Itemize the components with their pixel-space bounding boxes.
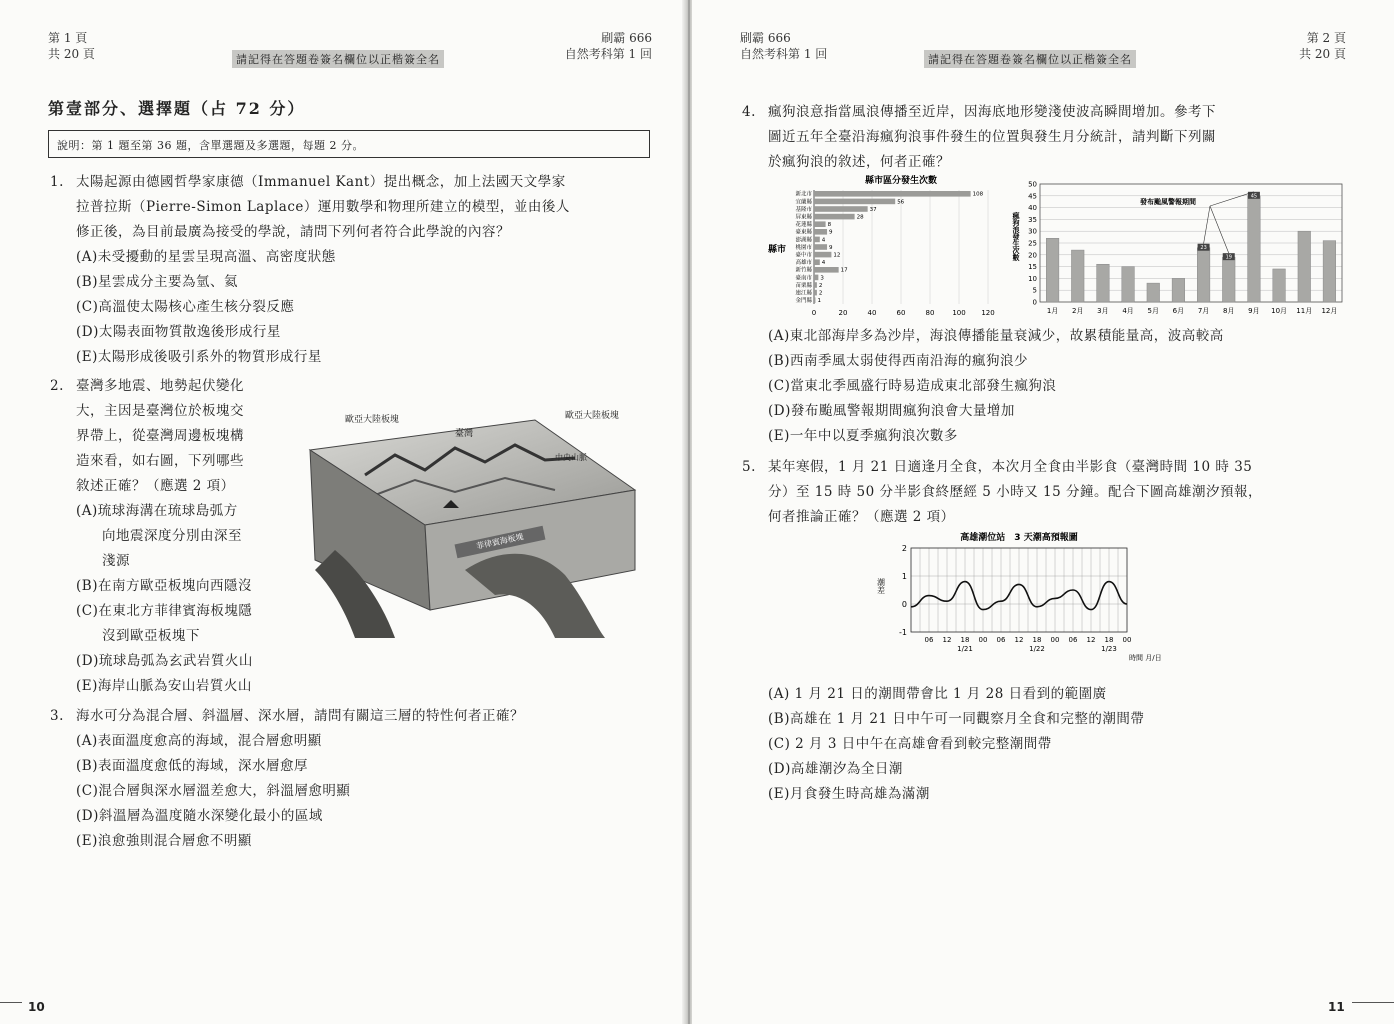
bar xyxy=(814,290,817,296)
annotation-label: 發布颱風警報期間 xyxy=(1140,198,1196,206)
option-a-cont: 淺源 xyxy=(102,553,130,569)
option-c-cont: 沒到歐亞板塊下 xyxy=(102,628,200,644)
x-tick-label: 1月 xyxy=(1046,307,1059,315)
x-tick-label: 6月 xyxy=(1172,307,1185,315)
question-1 xyxy=(50,170,676,370)
x-tick-label: 18 xyxy=(1032,636,1042,644)
bar xyxy=(814,221,826,227)
plate-label-left: 歐亞大陸板塊 xyxy=(345,415,400,425)
question-5 xyxy=(742,455,1368,530)
option-a[interactable]: (A)表面溫度愈高的海域，混合層愈明顯 xyxy=(76,733,322,749)
bar xyxy=(814,282,817,288)
category-label: 花蓮縣 xyxy=(795,222,812,229)
range-label: 中央山脈 xyxy=(555,453,587,462)
bar xyxy=(1071,250,1084,302)
option-b[interactable]: (B)西南季風太弱使得西南沿海的瘋狗浪少 xyxy=(768,353,1028,369)
page-number-header xyxy=(48,30,95,62)
y-tick-label: 0 xyxy=(1032,298,1037,307)
x-tick-label: 18 xyxy=(1104,636,1114,644)
y-axis-label: 瘋狗浪發生次數 xyxy=(1012,212,1020,261)
y-tick-label: 45 xyxy=(1028,192,1037,201)
y-tick-label: 5 xyxy=(1032,286,1037,295)
x-tick-label: 9月 xyxy=(1248,307,1260,315)
option-c[interactable]: (C)高溫使太陽核心產生核分裂反應 xyxy=(76,299,295,315)
question-stem: 瘋狗浪意指當風浪傳播至近岸，因海底地形變淺使波高瞬間增加。參考下 xyxy=(768,104,1216,120)
page-rule xyxy=(0,1002,22,1003)
question-stem: 界帶上，從臺灣周邊板塊構 xyxy=(76,428,244,444)
x-tick-label: 7月 xyxy=(1197,307,1210,315)
option-e[interactable]: (E)一年中以夏季瘋狗浪次數多 xyxy=(768,428,958,444)
category-label: 臺中市 xyxy=(795,252,812,259)
bar xyxy=(1197,248,1210,302)
header-total: 共 20 頁 xyxy=(1299,47,1346,61)
bar xyxy=(814,259,820,265)
data-label: 37 xyxy=(869,206,877,213)
x-tick-label: 0 xyxy=(811,309,817,317)
bar xyxy=(1222,254,1235,302)
option-e[interactable]: (E)月食發生時高雄為滿潮 xyxy=(768,786,930,802)
question-number: 3. xyxy=(50,708,64,724)
bar xyxy=(1323,241,1336,302)
bar xyxy=(814,275,818,281)
tide-line-chart xyxy=(867,528,1167,682)
bar xyxy=(1097,264,1110,302)
plate-tectonics-diagram xyxy=(305,400,645,644)
bar xyxy=(814,206,868,212)
question-stem: 太陽起源由德國哲學家康德（Immanuel Kant）提出概念，加上法國天文學家 xyxy=(76,174,566,190)
x-tick-label: 5月 xyxy=(1147,307,1159,315)
question-stem: 修正後，為目前最廣為接受的學說，請問下列何者符合此學說的內容？ xyxy=(76,224,510,240)
option-c[interactable]: (C)在東北方菲律賓海板塊隱 xyxy=(76,603,253,619)
question-number: 4. xyxy=(742,104,756,120)
x-tick-label: 00 xyxy=(1050,636,1060,644)
exam-header xyxy=(565,30,652,62)
question-3 xyxy=(50,704,676,854)
x-tick-label: 3月 xyxy=(1097,307,1109,315)
category-label: 屏東縣 xyxy=(795,214,812,221)
category-label: 新竹縣 xyxy=(795,267,812,274)
instruction-box: 說明：第 1 題至第 36 題，含單選題及多選題，每題 2 分。 xyxy=(48,130,650,158)
y-tick-label: -1 xyxy=(899,628,907,637)
category-label: 新北市 xyxy=(795,191,812,198)
page-rule xyxy=(1352,1002,1394,1003)
option-b[interactable]: (B)星雲成分主要為氫、氦 xyxy=(76,274,238,290)
category-label: 澎湖縣 xyxy=(795,237,812,244)
left-page xyxy=(0,0,690,1024)
data-label: 19 xyxy=(1225,254,1232,261)
x-tick-label: 00 xyxy=(1122,636,1132,644)
option-b[interactable]: (B)表面溫度愈低的海域，深水層愈厚 xyxy=(76,758,308,774)
header-page: 第 1 頁 xyxy=(48,31,88,45)
bar xyxy=(1147,283,1160,302)
question-stem: 臺灣多地震、地勢起伏變化 xyxy=(76,378,244,394)
category-label: 高雄市 xyxy=(795,260,812,267)
header-total: 共 20 頁 xyxy=(48,47,95,61)
x-tick-label: 11月 xyxy=(1296,307,1313,315)
x-tick-label: 18 xyxy=(960,636,970,644)
question-number: 1. xyxy=(50,174,64,190)
option-c[interactable]: (C)當東北季風盛行時易造成東北部發生瘋狗浪 xyxy=(768,378,1057,394)
data-label: 4 xyxy=(821,260,826,267)
x-tick-label: 10月 xyxy=(1271,307,1288,315)
x-tick-label: 06 xyxy=(996,636,1006,644)
category-label: 宜蘭縣 xyxy=(795,199,812,206)
data-label: 8 xyxy=(827,222,832,229)
option-a[interactable]: (A)未受擾動的星雲呈現高溫、高密度狀態 xyxy=(76,249,336,265)
county-bar-chart xyxy=(762,172,1002,326)
bar xyxy=(814,252,831,258)
x-tick-label: 12月 xyxy=(1321,307,1338,315)
y-axis-label: 潮差 xyxy=(876,578,886,594)
x-tick-label: 20 xyxy=(838,309,848,317)
option-d[interactable]: (D)高雄潮汐為全日潮 xyxy=(768,761,903,777)
x-tick-label: 12 xyxy=(1086,636,1096,644)
bar xyxy=(814,214,855,220)
y-tick-label: 30 xyxy=(1028,227,1037,236)
data-label: 56 xyxy=(897,199,905,206)
date-label: 1/21 xyxy=(957,645,973,653)
page-number: 11 xyxy=(1328,1000,1345,1014)
annotation-arrow xyxy=(1210,206,1229,253)
option-c[interactable]: (C)混合層與深水層溫差愈大，斜溫層愈明顯 xyxy=(76,783,351,799)
sea-plate-label: 菲律賓海板塊 xyxy=(475,532,525,551)
page-number-header xyxy=(1299,30,1346,62)
data-label: 1 xyxy=(817,298,821,305)
bar xyxy=(1298,231,1311,302)
y-tick-label: 1 xyxy=(901,572,907,581)
option-b[interactable]: (B)在南方歐亞板塊向西隱沒 xyxy=(76,578,252,594)
date-label: 1/23 xyxy=(1101,645,1117,653)
y-tick-label: 2 xyxy=(901,544,907,553)
question-stem: 何者推論正確？（應選 2 項） xyxy=(768,509,955,525)
option-d[interactable]: (D)琉球島弧為玄武岩質火山 xyxy=(76,653,253,669)
header-subject: 自然考科第 1 回 xyxy=(564,47,652,61)
plate-label-right: 歐亞大陸板塊 xyxy=(565,411,620,421)
x-tick-label: 80 xyxy=(925,309,935,317)
bar xyxy=(814,191,971,197)
signature-notice: 請記得在答題卷簽名欄位以正楷簽全名 xyxy=(924,50,1136,68)
x-tick-label: 100 xyxy=(952,309,966,317)
header-page: 第 2 頁 xyxy=(1306,31,1346,45)
bar xyxy=(814,229,827,235)
category-label: 基隆市 xyxy=(795,206,812,213)
signature-notice: 請記得在答題卷簽名欄位以正楷簽全名 xyxy=(232,50,444,68)
section-title: 第壹部分、選擇題（占 72 分） xyxy=(48,99,306,118)
date-label: 1/22 xyxy=(1029,645,1045,653)
option-a[interactable]: (A)琉球海溝在琉球島弧方 xyxy=(76,503,238,519)
taiwan-label: 臺灣 xyxy=(455,429,474,439)
bar xyxy=(814,237,820,243)
data-label: 2 xyxy=(818,282,823,289)
x-tick-label: 06 xyxy=(924,636,934,644)
bar xyxy=(814,267,839,273)
x-tick-label: 2月 xyxy=(1072,307,1084,315)
annotation-arrow xyxy=(1204,206,1210,244)
x-tick-label: 40 xyxy=(867,309,877,317)
question-stem: 圖近五年全臺沿海瘋狗浪事件發生的位置與發生月分統計，請判斷下列關 xyxy=(768,129,1216,145)
data-label: 108 xyxy=(972,191,984,198)
data-label: 3 xyxy=(820,275,824,282)
option-a[interactable]: (A) 1 月 21 日的潮間帶會比 1 月 28 日看到的範圍廣 xyxy=(768,686,1107,702)
bar xyxy=(1172,278,1185,302)
data-label: 9 xyxy=(829,244,833,251)
x-tick-label: 06 xyxy=(1068,636,1078,644)
chart-title: 縣市區分發生次數 xyxy=(864,176,938,186)
bar xyxy=(814,199,895,205)
y-tick-label: 25 xyxy=(1028,239,1037,248)
option-d[interactable]: (D)斜溫層為溫度隨水深變化最小的區域 xyxy=(76,808,323,824)
option-a[interactable]: (A)東北部海岸多為沙岸，海浪傳播能量衰減少，故累積能量高，波高較高 xyxy=(768,328,1224,344)
question-4 xyxy=(742,100,1368,175)
monthly-bar-chart xyxy=(1010,172,1350,326)
y-axis-label: 縣市 xyxy=(768,245,787,255)
bar xyxy=(1248,196,1261,302)
category-label: 連江縣 xyxy=(795,290,812,297)
exam-header xyxy=(740,30,827,62)
category-label: 苗栗縣 xyxy=(795,282,812,289)
category-label: 臺東縣 xyxy=(795,229,812,236)
bar xyxy=(1273,269,1286,302)
header-subject: 自然考科第 1 回 xyxy=(740,47,828,61)
data-label: 17 xyxy=(840,267,848,274)
x-tick-label: 00 xyxy=(978,636,988,644)
data-label: 23 xyxy=(1200,245,1207,252)
y-tick-label: 40 xyxy=(1028,204,1037,213)
data-label: 2 xyxy=(818,290,823,297)
x-tick-label: 60 xyxy=(896,309,906,317)
bar xyxy=(814,244,827,250)
question-stem: 分）至 15 時 50 分半影食終歷經 5 小時又 15 分鐘。配合下圖高雄潮汐預報， xyxy=(768,484,1262,500)
option-d[interactable]: (D)太陽表面物質散逸後形成行星 xyxy=(76,324,281,340)
data-label: 45 xyxy=(1250,193,1258,200)
data-label: 9 xyxy=(829,229,833,236)
data-label: 4 xyxy=(821,237,826,244)
option-b[interactable]: (B)高雄在 1 月 21 日中午可一同觀察月全食和完整的潮間帶 xyxy=(768,711,1145,727)
category-label: 桃園市 xyxy=(795,244,812,251)
x-tick-label: 120 xyxy=(981,309,995,317)
question-stem: 拉普拉斯（Pierre-Simon Laplace）運用數學和物理所建立的模型，並由後人 xyxy=(76,199,570,215)
bar xyxy=(1046,238,1059,302)
y-tick-label: 20 xyxy=(1028,251,1037,260)
y-tick-label: 0 xyxy=(901,600,907,609)
header-code: 刷霸 666 xyxy=(601,31,652,45)
question-number: 2. xyxy=(50,378,64,394)
question-stem: 某年寒假，1 月 21 日適逢月全食，本次月全食由半影食（臺灣時間 10 時 35 xyxy=(768,459,1253,475)
y-tick-label: 50 xyxy=(1028,180,1037,189)
option-c[interactable]: (C) 2 月 3 日中午在高雄會看到較完整潮間帶 xyxy=(768,736,1052,752)
question-stem: 大，主因是臺灣位於板塊交 xyxy=(76,403,244,419)
question-number: 5. xyxy=(742,459,756,475)
question-5-options xyxy=(768,682,1368,807)
x-tick-label: 4月 xyxy=(1122,307,1134,315)
question-stem: 造來看，如右圖，下列哪些 xyxy=(76,453,244,469)
y-tick-label: 10 xyxy=(1028,274,1037,283)
y-tick-label: 35 xyxy=(1028,215,1037,224)
header-code: 刷霸 666 xyxy=(740,31,791,45)
x-tick-label: 12 xyxy=(1014,636,1024,644)
x-tick-label: 12 xyxy=(942,636,952,644)
y-tick-label: 15 xyxy=(1028,263,1037,272)
question-2 xyxy=(50,374,316,699)
question-stem: 海水可分為混合層、斜溫層、深水層，請問有關這三層的特性何者正確？ xyxy=(76,708,524,724)
option-e[interactable]: (E)浪愈強則混合層愈不明顯 xyxy=(76,833,252,849)
page-number: 10 xyxy=(28,1000,45,1014)
chart-title: 高雄潮位站 3 天潮高預報圖 xyxy=(960,533,1078,543)
x-tick-label: 8月 xyxy=(1223,307,1235,315)
category-label: 臺南市 xyxy=(795,275,812,282)
question-stem: 於瘋狗浪的敘述，何者正確？ xyxy=(768,154,950,170)
annotation-arrow xyxy=(1210,192,1254,206)
option-a-cont: 向地震深度分別由深至 xyxy=(102,528,242,544)
option-e[interactable]: (E)海岸山脈為安山岩質火山 xyxy=(76,678,252,694)
data-label: 28 xyxy=(856,214,864,221)
category-label: 金門縣 xyxy=(795,298,812,305)
bar xyxy=(1122,267,1135,302)
right-page xyxy=(692,0,1394,1024)
option-d[interactable]: (D)發布颱風警報期間瘋狗浪會大量增加 xyxy=(768,403,1015,419)
question-4-options xyxy=(768,324,1368,449)
option-e[interactable]: (E)太陽形成後吸引系外的物質形成行星 xyxy=(76,349,322,365)
x-axis-label: 時間 月/日 xyxy=(1129,654,1162,662)
question-stem: 敘述正確？（應選 2 項） xyxy=(76,478,235,494)
bar xyxy=(814,297,815,303)
data-label: 12 xyxy=(833,252,841,259)
